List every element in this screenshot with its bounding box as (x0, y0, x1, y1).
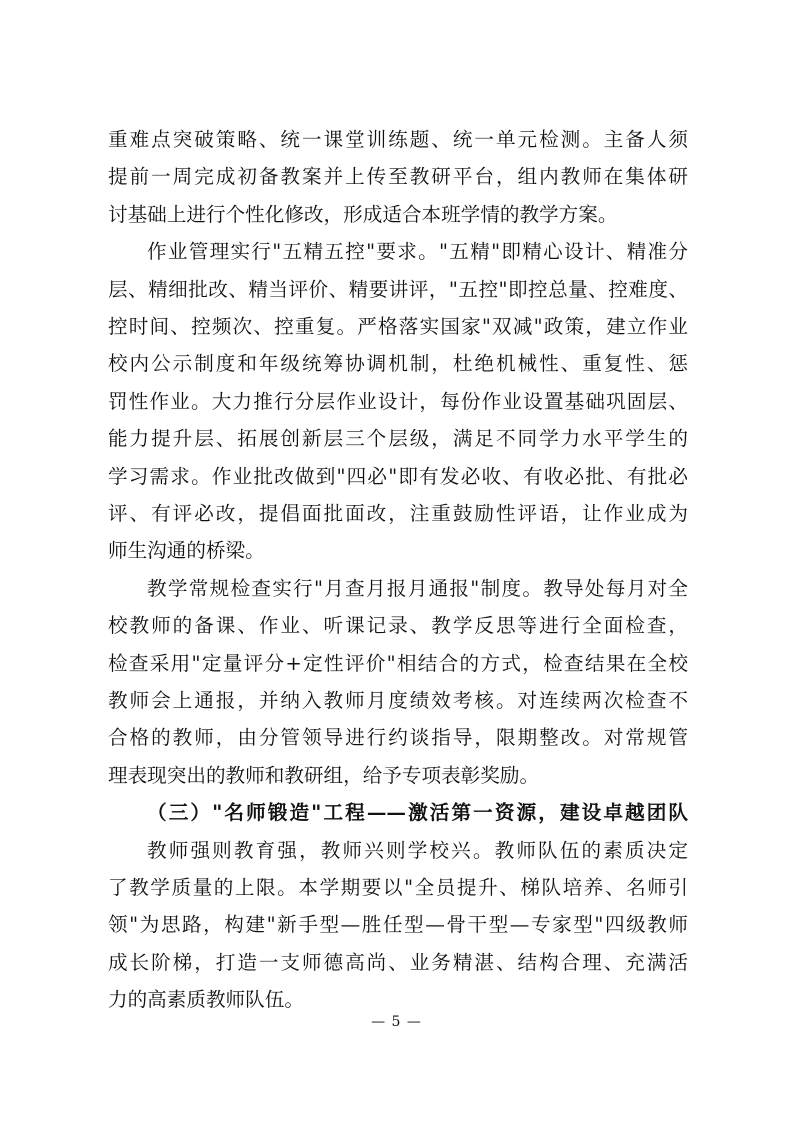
paragraph-line: 了教学质量的上限。本学期要以"全员提升、梯队培养、名师引 (108, 876, 688, 899)
paragraph-line: 校教师的备课、作业、听课记录、教学反思等进行全面检查， (108, 614, 688, 637)
paragraph-line: 教师会上通报，并纳入教师月度绩效考核。对连续两次检查不 (108, 689, 688, 712)
paragraph-line: 重难点突破策略、统一课堂训练题、统一单元检测。主备人须 (108, 128, 688, 151)
paragraph-line: 成长阶梯，打造一支师德高尚、业务精湛、结构合理、充满活 (108, 951, 688, 974)
page-number: — 5 — (371, 1014, 422, 1030)
paragraph-line: 理表现突出的教师和教研组，给予专项表彰奖励。 (108, 764, 540, 787)
paragraph-line: 评、有评必改，提倡面批面改，注重鼓励性评语，让作业成为 (108, 502, 688, 525)
paragraph-line: 合格的教师，由分管领导进行约谈指导，限期整改。对常规管 (108, 726, 688, 749)
paragraph-line: 教学常规检查实行"月查月报月通报"制度。教导处每月对全 (147, 577, 688, 600)
paragraph-line: 领"为思路，构建"新手型—胜任型—骨干型—专家型"四级教师 (108, 913, 688, 936)
paragraph-line: 作业管理实行"五精五控"要求。"五精"即精心设计、精准分 (147, 240, 688, 263)
paragraph-line: 罚性作业。大力推行分层作业设计，每份作业设置基础巩固层、 (108, 390, 688, 413)
paragraph-line: 层、精细批改、精当评价、精要讲评，"五控"即控总量、控难度、 (108, 278, 688, 301)
paragraph-line: 师生沟通的桥梁。 (108, 539, 265, 562)
paragraph-line: 力的高素质教师队伍。 (108, 988, 304, 1011)
paragraph-line: 讨基础上进行个性化修改，形成适合本班学情的教学方案。 (108, 203, 618, 226)
paragraph-line: 能力提升层、拓展创新层三个层级，满足不同学力水平学生的 (108, 427, 688, 450)
section-heading: （三）"名师锻造"工程——激活第一资源，建设卓越团队 (147, 801, 688, 824)
paragraph-line: 教师强则教育强，教师兴则学校兴。教师队伍的素质决定 (147, 839, 688, 862)
paragraph-line: 校内公示制度和年级统筹协调机制，杜绝机械性、重复性、惩 (108, 352, 688, 375)
paragraph-line: 检查采用"定量评分+定性评价"相结合的方式，检查结果在全校 (108, 652, 688, 675)
paragraph-line: 学习需求。作业批改做到"四必"即有发必收、有收必批、有批必 (108, 465, 688, 488)
paragraph-line: 控时间、控频次、控重复。严格落实国家"双减"政策，建立作业 (108, 315, 688, 338)
paragraph-line: 提前一周完成初备教案并上传至教研平台，组内教师在集体研 (108, 165, 688, 188)
